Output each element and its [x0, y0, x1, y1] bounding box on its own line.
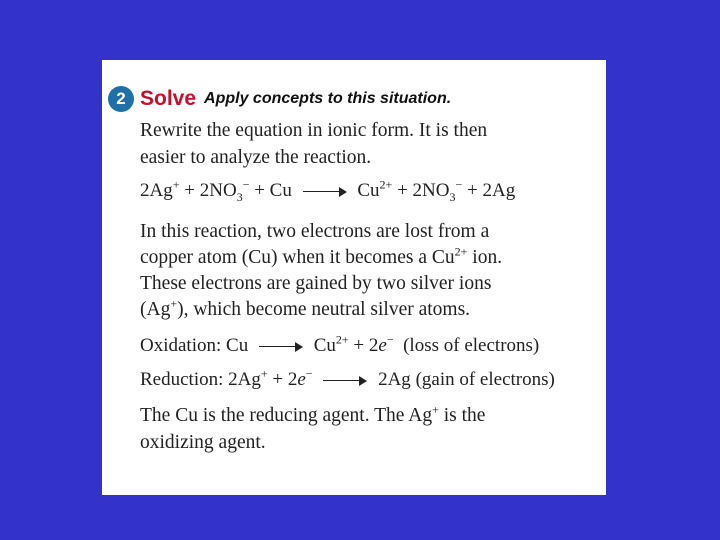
oxidation-note: (loss of electrons)	[393, 335, 540, 356]
explanation-line-2	[140, 245, 502, 271]
eq-right-nitrate-charge: −	[455, 177, 463, 192]
oxidation-product: Cu	[313, 335, 336, 356]
oxidation-half-reaction	[140, 333, 539, 359]
conclusion-line-2: oxidizing agent.	[140, 432, 266, 453]
explanation-line-2-end: ion.	[467, 247, 503, 268]
conclusion-line-1-end: is the	[438, 405, 486, 426]
conclusion-line-1-text: The Cu is the reducing agent. The Ag	[140, 405, 433, 426]
reduction-electron: e	[297, 369, 306, 390]
explanation-line-4-end: ), which become neutral silver atoms.	[177, 299, 471, 320]
reduction-electron-coeff: + 2	[267, 369, 298, 390]
cu-charge: 2+	[454, 244, 468, 259]
oxidation-electron-coeff: + 2	[348, 335, 379, 356]
oxidation-label: Oxidation: Cu	[140, 335, 249, 356]
reduction-arrow-icon	[323, 375, 367, 387]
ionic-equation	[140, 178, 515, 204]
explanation-line-4	[140, 297, 470, 323]
oxidation-arrow-icon	[259, 341, 303, 353]
textbook-card	[102, 60, 606, 495]
oxidation-product-charge: 2+	[335, 332, 349, 347]
intro-line-2: easier to analyze the reaction.	[140, 147, 372, 168]
eq-left-ag: 2Ag	[140, 180, 173, 201]
eq-left-cu: + Cu	[249, 180, 292, 201]
explanation-line-3: These electrons are gained by two silver ions	[140, 273, 492, 294]
intro-line-1: Rewrite the equation in ionic form. It is then	[140, 120, 488, 141]
oxidation-electron: e	[378, 335, 387, 356]
reduction-half-reaction	[140, 367, 555, 393]
step-header	[108, 86, 451, 112]
ag-charge: +	[170, 296, 178, 311]
reduction-note: (gain of electrons)	[410, 369, 555, 390]
reduction-electron-charge: −	[305, 366, 313, 381]
explanation-line-1: In this reaction, two electrons are lost from a	[140, 221, 490, 242]
eq-left-nitrate: + 2NO	[179, 180, 237, 201]
eq-left-nitrate-charge: −	[242, 177, 250, 192]
conclusion-ag-charge: +	[432, 402, 439, 417]
reaction-arrow-icon	[303, 186, 347, 198]
reduction-label: Reduction: 2Ag	[140, 369, 261, 390]
step-title: Solve	[140, 87, 197, 110]
reduction-product: 2Ag	[378, 369, 411, 390]
reduction-ag-charge: +	[260, 366, 268, 381]
step-subtitle: Apply concepts to this situation.	[204, 90, 452, 107]
eq-right-ag: + 2Ag	[462, 180, 516, 201]
eq-right-nitrate: + 2NO	[392, 180, 450, 201]
eq-right-nitrate-sub: 3	[449, 189, 456, 204]
step-number-badge: 2	[108, 86, 134, 112]
oxidation-electron-charge: −	[386, 332, 394, 347]
eq-left-ag-charge: +	[172, 177, 180, 192]
eq-left-nitrate-sub: 3	[236, 189, 243, 204]
conclusion-line-1	[140, 403, 485, 429]
eq-right-cu: Cu	[357, 180, 380, 201]
explanation-line-4-text: (Ag	[140, 299, 171, 320]
explanation-line-2-text: copper atom (Cu) when it becomes a Cu	[140, 247, 455, 268]
eq-right-cu-charge: 2+	[379, 177, 393, 192]
